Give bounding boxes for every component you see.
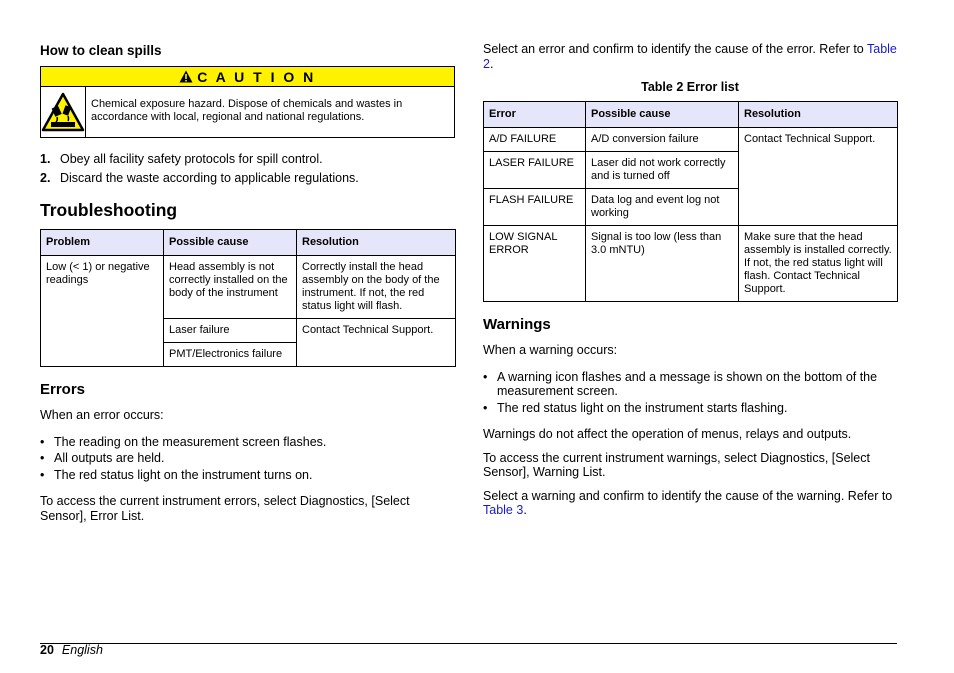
list-item: • All outputs are held. bbox=[40, 451, 455, 466]
errors-heading: Errors bbox=[40, 381, 86, 398]
table-row: Low (< 1) or negative readings Head assembly is not correctly installed on the body of the instrument Correctly install the head assembly on the body of the instrument. If not, the red status light will flash. bbox=[41, 256, 456, 319]
error-list-table bbox=[483, 101, 898, 302]
list-item: 2. Discard the waste according to applicable regulations. bbox=[40, 171, 359, 185]
warnings-intro: When a warning occurs: bbox=[483, 343, 618, 357]
left-column bbox=[40, 40, 455, 532]
right-column bbox=[483, 40, 897, 527]
caution-body bbox=[41, 87, 454, 137]
chemical-hazard-icon bbox=[41, 87, 86, 137]
caution-label: C A U T I O N bbox=[197, 68, 316, 85]
problem-cell: Low (< 1) or negative readings bbox=[41, 256, 164, 367]
table-row: Laser failure Contact Technical Support. bbox=[41, 319, 456, 343]
table-row: LOW SIGNAL ERROR Signal is too low (less than 3.0 mNTU) Make sure that the head assembly is installed correctly. If not, the red status light will flash. Contact Technical Support. bbox=[484, 226, 898, 302]
caution-text: Chemical exposure hazard. Dispose of chemicals and wastes in accordance with local, regional and national regulations. bbox=[91, 98, 403, 123]
troubleshooting-heading: Troubleshooting bbox=[40, 200, 178, 220]
list-item: • The red status light on the instrument turns on. bbox=[40, 468, 455, 483]
errors-intro: When an error occurs: bbox=[40, 408, 164, 422]
caution-box bbox=[40, 66, 455, 138]
troubleshooting-table bbox=[40, 229, 456, 367]
warnings-paragraph-1: Warnings do not affect the operation of menus, relays and outputs. bbox=[483, 427, 852, 441]
list-item: • The reading on the measurement screen flashes. bbox=[40, 435, 455, 450]
warnings-paragraph-3: Select a warning and confirm to identify the cause of the warning. Refer to Table 3. bbox=[483, 488, 893, 517]
table-header-row: Error Possible cause Resolution bbox=[484, 102, 898, 128]
errors-bullets bbox=[40, 435, 455, 483]
list-item: • A warning icon flashes and a message is shown on the bottom of the measurement screen. bbox=[483, 370, 897, 399]
warnings-paragraph-2: To access the current instrument warnings, select Diagnostics, [Select Sensor], Warning List. bbox=[483, 450, 870, 479]
table-caption: Table 2 Error list bbox=[641, 80, 739, 94]
warning-triangle-icon bbox=[179, 70, 193, 83]
table-row: A/D FAILURE A/D conversion failure Contact Technical Support. bbox=[484, 128, 898, 152]
errors-access: To access the current instrument errors, select Diagnostics, [Select Sensor], Error List. bbox=[40, 494, 410, 523]
list-item: • The red status light on the instrument starts flashing. bbox=[483, 401, 897, 416]
warnings-bullets bbox=[483, 370, 897, 416]
warnings-heading: Warnings bbox=[483, 316, 551, 333]
table-row: PMT/Electronics failure bbox=[41, 343, 456, 367]
error-list-intro: Select an error and confirm to identify the cause of the error. Refer to Table 2. bbox=[483, 42, 897, 71]
table-header-row: Problem Possible cause Resolution bbox=[41, 230, 456, 256]
spill-steps bbox=[40, 152, 455, 185]
table-3-link[interactable]: Table 3 bbox=[483, 503, 524, 517]
caution-header bbox=[41, 67, 454, 87]
table-2-link[interactable]: Table 2 bbox=[483, 42, 897, 71]
list-item: 1. Obey all facility safety protocols for spill control. bbox=[40, 152, 323, 166]
footer bbox=[40, 643, 103, 657]
footer-rule bbox=[40, 643, 897, 644]
table-row: FLASH FAILURE Data log and event log not working bbox=[484, 189, 898, 226]
page-number: 20 bbox=[40, 643, 54, 657]
footer-language: English bbox=[61, 643, 103, 657]
table-row: LASER FAILURE Laser did not work correctly and is turned off bbox=[484, 152, 898, 189]
spills-heading: How to clean spills bbox=[40, 43, 162, 58]
